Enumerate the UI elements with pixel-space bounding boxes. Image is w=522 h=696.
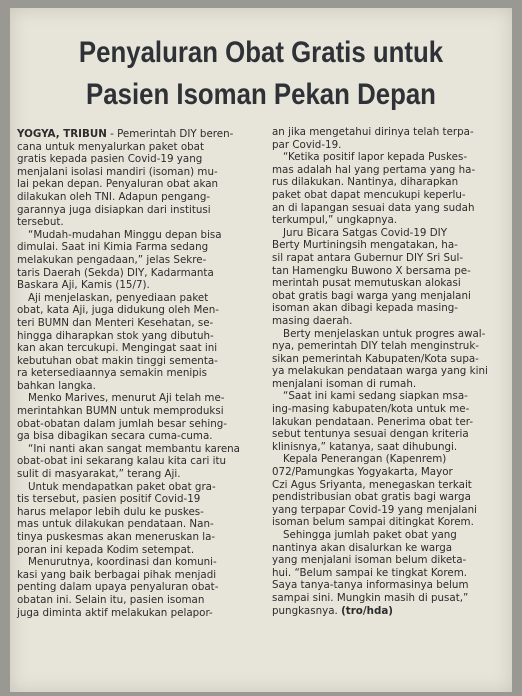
article-line	[17, 594, 249, 607]
article-line	[272, 239, 504, 252]
article-line-text: hingga diharapkan stok yang dibutuh-	[17, 329, 214, 342]
article-line-text: mas untuk dilakukan pendataan. Nan-	[17, 518, 214, 531]
article-line	[272, 214, 504, 227]
article-line-text: lai pekan depan. Penyaluran obat akan	[17, 178, 219, 191]
article-line	[272, 227, 504, 240]
article-line	[272, 139, 504, 152]
article-line	[272, 151, 504, 164]
article-line-text: obat, kata Aji, juga didukung oleh Men-	[17, 304, 219, 317]
article-line-text: Sehingga jumlah paket obat yang	[283, 529, 457, 541]
article-line-text: obat-obat ini sekarang kalau kita cari itu	[17, 455, 227, 468]
article-line	[17, 544, 249, 557]
article-line	[17, 443, 249, 456]
author-credit: (tro/hda)	[341, 604, 393, 617]
article-line-text: obatan ini. Selain itu, pasien isoman	[17, 593, 205, 606]
article-line-text: cana untuk menyalurkan paket obat	[17, 140, 205, 153]
article-line	[272, 277, 504, 290]
article-line-text: hui. “Belum sampai ke tingkat Korem.	[272, 566, 468, 579]
article-line	[17, 355, 249, 368]
article-line	[272, 504, 504, 517]
article-line	[272, 265, 504, 278]
article-line-text: yang menjalani isoman belum diketa-	[272, 554, 467, 567]
article-line-text: isoman akan dibagi kepada masing-	[272, 302, 459, 315]
article-line	[17, 204, 249, 217]
article-line-text: merintah pusat memutuskan alokasi	[272, 277, 461, 290]
newspaper-clipping	[10, 8, 512, 692]
article-line-text: an di lapangan sesuai data yang sudah	[272, 201, 475, 214]
article-line-text: obat-obatan dalam jumlah besar sehing-	[17, 417, 228, 430]
article-line-text: Menurutnya, koordinasi dan komuni-	[28, 556, 217, 569]
article-line	[272, 378, 504, 391]
headline-line-1: Penyaluran Obat Gratis untuk	[78, 36, 444, 69]
article-line-text: melakukan pengadaan,” jelas Sekre-	[17, 253, 207, 266]
article-line	[17, 254, 249, 267]
article-line	[272, 516, 504, 529]
article-line-text: Czi Agus Sriyanta, menegaskan terkait	[272, 478, 472, 491]
article-line-text: sampai sini. Mungkin masih di pusat,”	[272, 591, 469, 604]
article-line-text: penting dalam upaya penyaluran obat-	[17, 581, 219, 594]
article-line-text: klinisnya,” katanya, saat dihubungi.	[272, 440, 458, 453]
article-line	[17, 216, 249, 229]
article-line	[17, 455, 249, 468]
article-line-text: ya melakukan pendataan warga yang kini	[272, 365, 488, 378]
article-line	[17, 493, 249, 506]
article-line	[17, 569, 249, 582]
article-line	[17, 405, 249, 418]
article-line-text: taris Daerah (Sekda) DIY, Kadarmanta	[17, 266, 214, 279]
article-line-text: kan akan tercukupi. Mengingat saat ini	[17, 342, 218, 355]
article-line-text: garannya juga disiapkan dari institusi	[17, 203, 211, 216]
article-line	[272, 252, 504, 265]
article-line-text: yang terpapar Covid-19 yang menjalani	[272, 503, 477, 516]
article-line	[17, 191, 249, 204]
article-line	[272, 428, 504, 441]
article-line-text: harus melapor lebih dulu ke puskes-	[17, 505, 204, 518]
article-line-text: terkumpul,” ungkapnya.	[272, 214, 398, 227]
article-line	[17, 241, 249, 254]
article-line-text: nantinya akan disalurkan ke warga	[272, 541, 453, 554]
article-line	[17, 279, 249, 292]
article-line	[272, 176, 504, 189]
article-line-text: dimulai. Saat ini Kimia Farma sedang	[17, 241, 209, 254]
article-line-text: obat gratis bagi warga yang menjalani	[272, 289, 471, 302]
article-line-text: par Covid-19.	[272, 138, 342, 151]
article-line	[17, 430, 249, 443]
article-line	[272, 315, 504, 328]
article-line-text: poran ini kepada Kodim setempat.	[17, 543, 195, 556]
article-line	[272, 453, 504, 466]
article-line-text: Kepala Penerangan (Kapenrem)	[283, 453, 447, 466]
article-line-text: nya, pemerintah DIY telah menginstruk-	[272, 340, 480, 353]
article-line	[17, 607, 249, 620]
article-line-text: sil rapat antara Gubernur DIY Sri Sul-	[272, 251, 464, 264]
article-line	[17, 556, 249, 569]
article-line	[17, 141, 249, 154]
article-line	[272, 592, 504, 605]
article-column-right	[272, 126, 504, 617]
article-line	[17, 304, 249, 317]
article-line-text: 072/Pamungkas Yogyakarta, Mayor	[272, 466, 453, 479]
article-line-text: kasi yang baik berbagai pihak menjadi	[17, 568, 217, 581]
article-line	[17, 267, 249, 280]
article-line	[272, 542, 504, 555]
article-line	[272, 605, 504, 618]
article-line-text: “Saat ini kami sedang siapkan msa-	[283, 390, 468, 403]
article-line	[17, 342, 249, 355]
article-line	[17, 581, 249, 594]
article-line	[17, 317, 249, 330]
article-line-text: kebutuhan obat makin tinggi sementa-	[17, 354, 218, 367]
article-line-text: tinya puskesmas akan meneruskan la-	[17, 531, 216, 543]
article-line-text: masing daerah.	[272, 314, 353, 327]
article-line	[17, 506, 249, 519]
article-line	[17, 518, 249, 531]
article-line-text: lakukan pendataan. Penerima obat ter-	[272, 415, 474, 428]
article-line-text: isoman belum sampai ditingkat Korem.	[272, 516, 474, 529]
article-line-text: Baskara Aji, Kamis (15/7).	[17, 279, 150, 292]
article-line-text: tersebut.	[17, 216, 64, 229]
article-line-text: menjalani isoman di rumah.	[272, 377, 417, 390]
article-line	[17, 392, 249, 405]
article-line	[17, 330, 249, 343]
article-line-text: merintahkan BUMN untuk memproduksi	[17, 405, 224, 418]
article-line	[272, 365, 504, 378]
article-line-text: dilakukan oleh TNI. Adapun pengang-	[17, 190, 211, 203]
article-line	[17, 229, 249, 242]
article-line	[272, 202, 504, 215]
article-line	[272, 189, 504, 202]
article-line	[17, 166, 249, 179]
article-line-text: sulit di masyarakat,” terang Aji.	[17, 468, 181, 481]
article-line-text: mas adalah hal yang pertama yang ha-	[272, 163, 476, 176]
article-line	[272, 479, 504, 492]
article-line-text: Saya tanya-tanya informasinya belum	[272, 579, 469, 592]
article-line	[272, 567, 504, 580]
article-line-text: ra ketersediaannya semakin menipis	[17, 367, 207, 380]
article-line-text: sikan pemerintah Kabupaten/Kota supa-	[272, 352, 479, 365]
article-line	[17, 468, 249, 481]
article-line	[272, 529, 504, 542]
article-line-text: Juru Bicara Satgas Covid-19 DIY	[283, 226, 448, 239]
article-line	[17, 128, 249, 141]
article-line-text: Aji menjelaskan, penyediaan paket	[28, 291, 209, 304]
article-line	[17, 153, 249, 166]
article-line-text: sebut tentunya sesuai dengan kriteria	[272, 428, 469, 441]
article-line-text: - Pemerintah DIY beren-	[110, 128, 234, 140]
article-line	[272, 164, 504, 177]
article-line	[272, 302, 504, 315]
article-line-text: “Ketika positif lapor kepada Puskes-	[283, 151, 468, 164]
headline-line-2: Pasien Isoman Pekan Depan	[86, 78, 436, 111]
article-line	[17, 292, 249, 305]
article-line	[272, 390, 504, 403]
article-line	[272, 353, 504, 366]
article-line-text: menjalani isolasi mandiri (isoman) mu-	[17, 165, 218, 178]
article-line-text: tan Hamengku Buwono X bersama pe-	[272, 264, 471, 277]
article-line-text: an jika mengetahui dirinya telah terpa-	[272, 126, 474, 138]
article-line-text: paket obat dapat mencukupi keperlu-	[272, 188, 466, 201]
article-line	[272, 126, 504, 139]
article-line	[272, 579, 504, 592]
article-line-text: pendistribusian obat gratis bagi warga	[272, 491, 471, 504]
article-line-text: “Ini nanti akan sangat membantu karena	[28, 442, 240, 455]
article-line-text: teri BUMN dan Menteri Kesehatan, se-	[17, 316, 214, 329]
article-line	[272, 491, 504, 504]
article-line-text: Untuk mendapatkan paket obat gra-	[28, 480, 216, 493]
article-line	[272, 340, 504, 353]
article-line-text: “Mudah-mudahan Minggu depan bisa	[28, 228, 222, 241]
article-line-text: tis tersebut, pasien positif Covid-19	[17, 493, 201, 506]
article-line	[272, 441, 504, 454]
article-line-text: Berty Murtiningsih mengatakan, ha-	[272, 239, 458, 252]
article-headline	[45, 32, 477, 116]
article-column-left	[17, 128, 249, 619]
article-line	[17, 380, 249, 393]
article-line	[272, 466, 504, 479]
article-line-text: bahkan langka.	[17, 379, 96, 392]
article-line-text: Berty menjelaskan untuk progres awal-	[283, 327, 486, 340]
article-line	[17, 531, 249, 544]
article-line-text: ing-masing kabupaten/kota untuk me-	[272, 403, 470, 416]
article-line-text: gratis kepada pasien Covid-19 yang	[17, 153, 203, 166]
article-line-text: juga diminta aktif melakukan pelapor-	[17, 606, 213, 619]
article-line	[272, 290, 504, 303]
article-line-text: Menko Marives, menurut Aji telah me-	[28, 392, 225, 405]
article-line	[17, 418, 249, 431]
article-line	[272, 554, 504, 567]
article-line	[272, 403, 504, 416]
article-line-text: rus dilakukan. Nantinya, diharapkan	[272, 176, 459, 189]
article-line	[272, 416, 504, 429]
article-line-text: ga bisa dibagikan secara cuma-cuma.	[17, 430, 213, 443]
article-line	[17, 367, 249, 380]
dateline: YOGYA, TRIBUN	[17, 128, 107, 140]
article-line	[17, 178, 249, 191]
article-line-text: pungkasnya.	[272, 604, 338, 617]
article-line	[272, 328, 504, 341]
article-line	[17, 481, 249, 494]
